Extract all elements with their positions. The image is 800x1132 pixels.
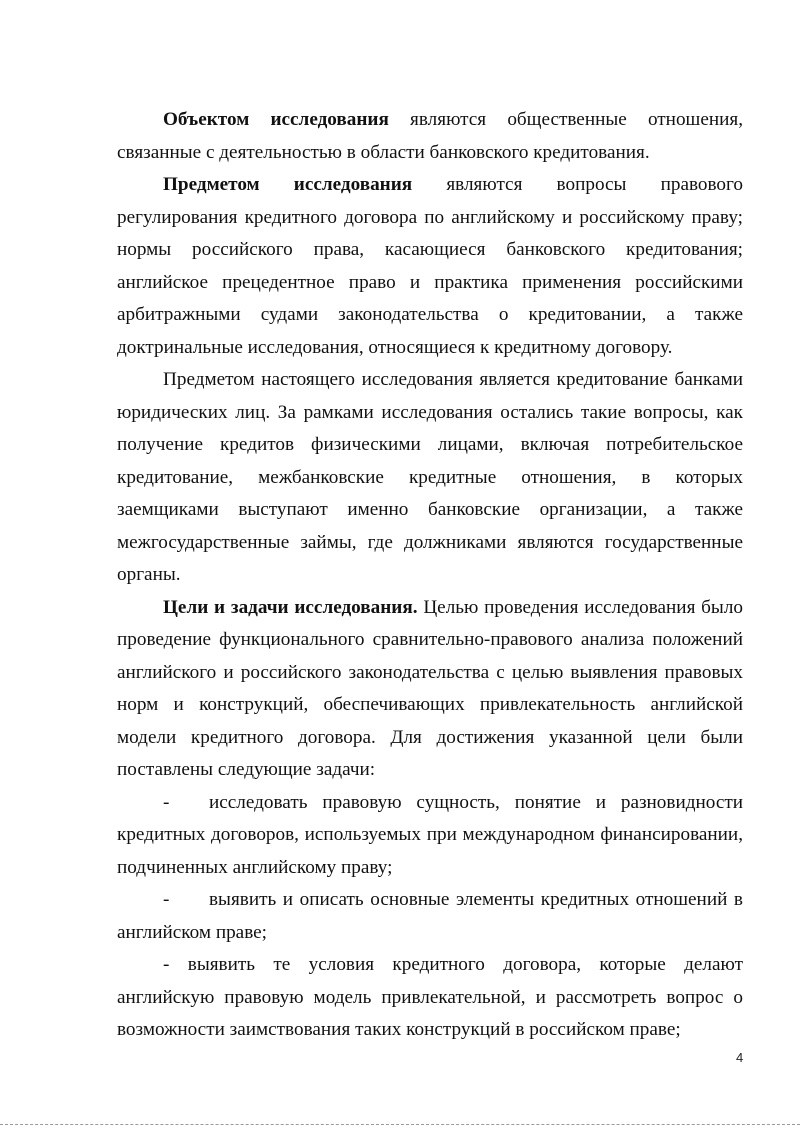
document-body (117, 104, 743, 1047)
task-list-item (117, 787, 743, 885)
paragraph-heading: Предметом исследования (163, 174, 413, 195)
task-list-item (117, 949, 743, 1047)
paragraph-text: являются общественные отношения, связанные с деятельностью в области банковского кредитования. (117, 109, 743, 163)
paragraph-heading: Цели и задачи исследования. (163, 596, 418, 618)
task-text: исследовать правовую сущность, понятие и разновидности кредитных договоров, используемых при международном финансировании, подчиненных английскому праву; (117, 791, 743, 878)
paragraph-text: являются вопросы правового регулирования кредитного договора по английскому и российскому праву; нормы российского права, касающиеся банковского кредитования; английское прецедентное право и практика применения российскими арбитражными судами законодательства о кредитовании, а также доктринальные исследования, относящиеся к кредитному договору. (117, 174, 743, 358)
paragraph-heading: Объектом исследования (163, 109, 389, 130)
list-dash: - (163, 791, 170, 813)
paragraph-goals-and-tasks (117, 592, 743, 787)
list-dash: - (163, 889, 170, 910)
task-text: - выявить те условия кредитного договора, которые делают английскую правовую модель привлекательной, и рассмотреть вопрос о возможности заимствования таких конструкций в российском праве; (117, 954, 743, 1040)
task-list-item (117, 884, 743, 949)
paragraph-research-object (117, 104, 743, 169)
page-bottom-divider (0, 1124, 800, 1126)
paragraph-text: Предметом настоящего исследования является кредитование банками юридических лиц. За рамками исследования остались такие вопросы, как получение кредитов физическими лицами, включая потребительское кредитование, межбанковские кредитные отношения, в которых заемщиками выступают именно банковские организации, а также межгосударственные займы, где должниками являются государственные органы. (117, 369, 743, 585)
paragraph-research-scope (117, 364, 743, 592)
paragraph-text: Целью проведения исследования было проведение функционального сравнительно-правового анализа положений английского и российского законодательства с целью выявления правовых норм и конструкций, обеспечивающих привлекательность английской модели кредитного договора. Для достижения указанной цели были поставлены следующие задачи: (117, 596, 743, 780)
task-text: выявить и описать основные элементы кредитных отношений в английском праве; (117, 889, 743, 943)
paragraph-research-subject (117, 169, 743, 364)
page-number: 4 (736, 1050, 744, 1065)
